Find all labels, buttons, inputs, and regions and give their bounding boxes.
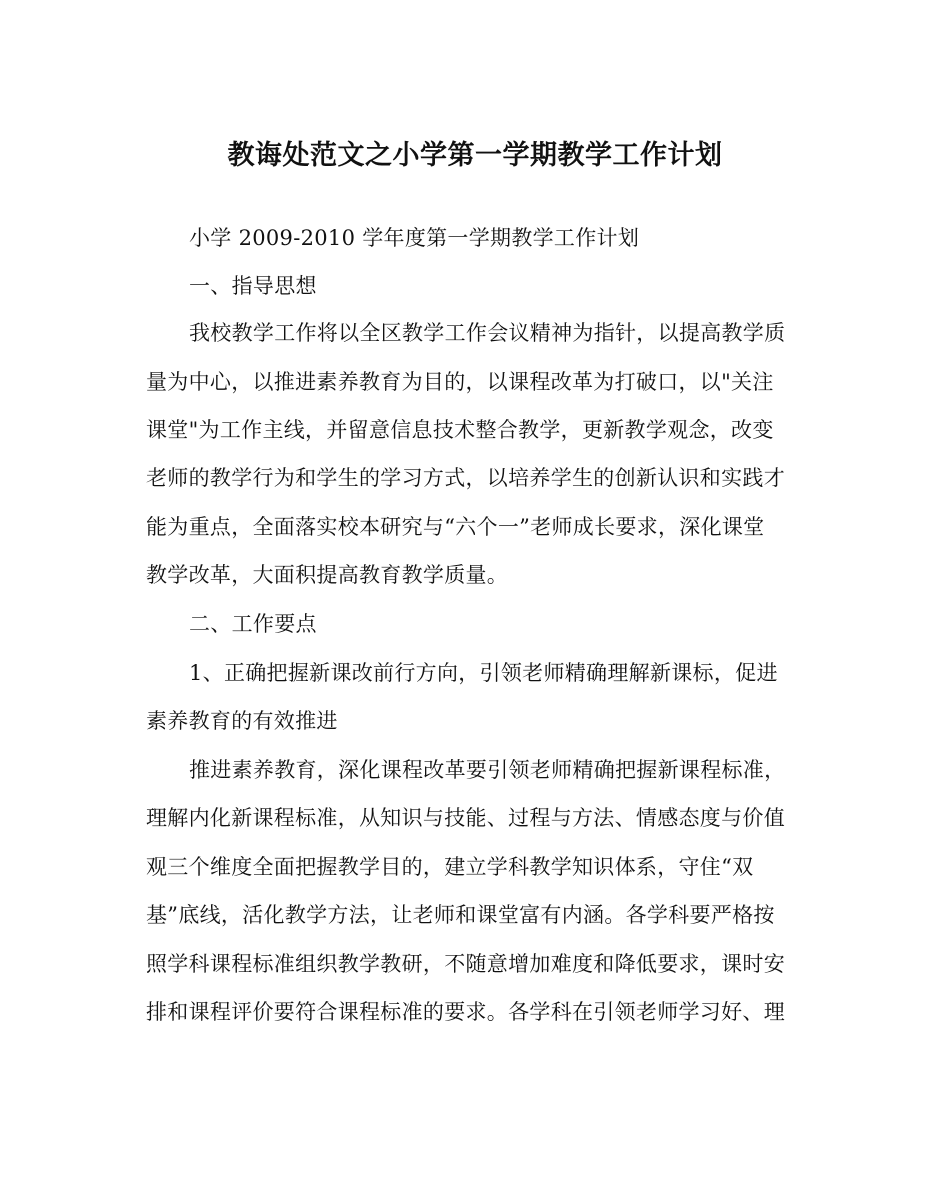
paragraph-line: 能为重点，全面落实校本研究与“六个一”老师成长要求，深化课堂	[146, 515, 765, 539]
subsection-heading: 1、正确把握新课改前行方向，引领老师精确理解新课标，促进	[189, 661, 778, 685]
paragraph-line: 理解内化新课程标准，从知识与技能、过程与方法、情感态度与价值	[146, 806, 785, 830]
paragraph-line: 排和课程评价要符合课程标准的要求。各学科在引领老师学习好、理	[146, 1000, 785, 1024]
paragraph-line: 观三个维度全面把握教学目的，建立学科教学知识体系，守住“双	[146, 855, 754, 879]
paragraph-line: 我校教学工作将以全区教学工作会议精神为指针，以提高教学质	[189, 321, 786, 345]
paragraph-line: 推进素养教育，深化课程改革要引领老师精确把握新课程标准，	[189, 758, 786, 782]
section-heading-1: 一、指导思想	[189, 274, 317, 298]
subsection-heading-cont: 素养教育的有效推进	[146, 709, 338, 733]
paragraph-line: 课堂"为工作主线，并留意信息技术整合教学，更新教学观念，改变	[146, 418, 774, 442]
section-heading-2: 二、工作要点	[189, 612, 317, 636]
paragraph-line: 教学改革，大面积提高教育教学质量。	[146, 563, 509, 587]
paragraph-line: 照学科课程标准组织教学教研，不随意增加难度和降低要求，课时安	[146, 952, 785, 976]
document-title: 教诲处范文之小学第一学期教学工作计划	[227, 140, 723, 171]
subtitle-line: 小学 2009-2010 学年度第一学期教学工作计划	[189, 226, 640, 250]
paragraph-line: 老师的教学行为和学生的学习方式，以培养学生的创新认识和实践才	[146, 466, 785, 490]
paragraph-line: 基”底线，活化教学方法，让老师和课堂富有内涵。各学科要严格按	[146, 903, 775, 927]
paragraph-line: 量为中心，以推进素养教育为目的，以课程改革为打破口，以"关注	[146, 370, 774, 394]
